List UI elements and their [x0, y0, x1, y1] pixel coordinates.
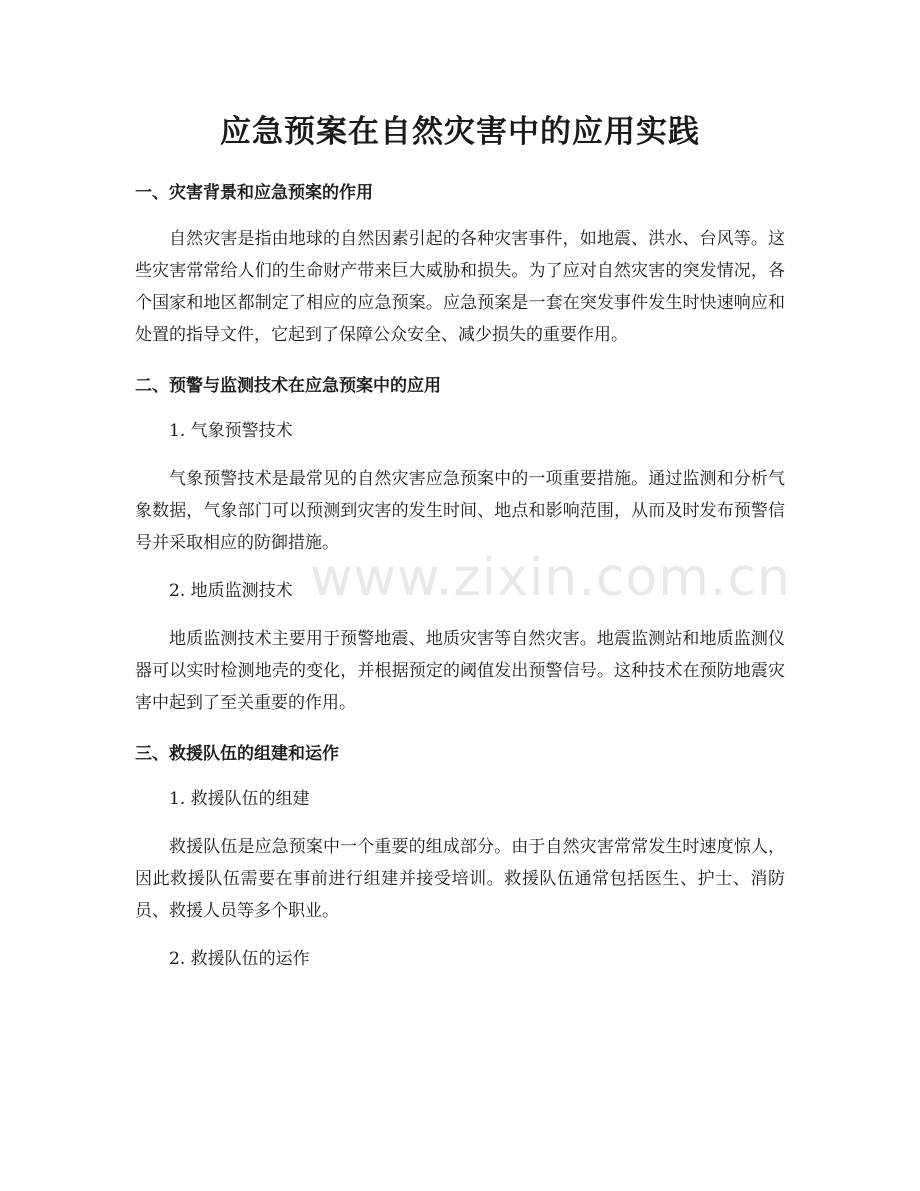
- section-3-paragraph-1: 救援队伍是应急预案中一个重要的组成部分。由于自然灾害常常发生时速度惊人，因此救援队伍需要在事前进行组建并接受培训。救援队伍通常包括医生、护士、消防员、救援人员等多个职业。: [135, 837, 785, 921]
- document-title: 应急预案在自然灾害中的应用实践: [220, 114, 700, 150]
- section-3-subheading-2: 2. 救援队伍的运作: [169, 949, 310, 969]
- section-2-paragraph-1: 气象预警技术是最常见的自然灾害应急预案中的一项重要措施。通过监测和分析气象数据，气象部门可以预测到灾害的发生时间、地点和影响范围，从而及时发布预警信号并采取相应的防御措施。: [135, 469, 785, 553]
- section-2-subheading-1: 1. 气象预警技术: [169, 421, 293, 441]
- section-1-heading: 一、灾害背景和应急预案的作用: [135, 183, 373, 203]
- section-3-heading: 三、救援队伍的组建和运作: [135, 744, 339, 764]
- document-body: [135, 180, 785, 972]
- watermark: www.zixin.com.cn: [310, 548, 791, 608]
- section-2-subheading-2: 2. 地质监测技术: [169, 581, 293, 601]
- section-1-paragraph: 自然灾害是指由地球的自然因素引起的各种灾害事件，如地震、洪水、台风等。这些灾害常常给人们的生命财产带来巨大威胁和损失。为了应对自然灾害的突发情况，各个国家和地区都制定了相应的应急预案。应急预案是一套在突发事件发生时快速响应和处置的指导文件，它起到了保障公众安全、减少损失的重要作用。: [135, 229, 785, 345]
- section-3-subheading-1: 1. 救援队伍的组建: [169, 789, 310, 809]
- section-2-heading: 二、预警与监测技术在应急预案中的应用: [135, 376, 441, 396]
- section-2-paragraph-2: 地质监测技术主要用于预警地震、地质灾害等自然灾害。地震监测站和地质监测仪器可以实时检测地壳的变化，并根据预定的阈值发出预警信号。这种技术在预防地震灾害中起到了至关重要的作用。: [135, 629, 785, 713]
